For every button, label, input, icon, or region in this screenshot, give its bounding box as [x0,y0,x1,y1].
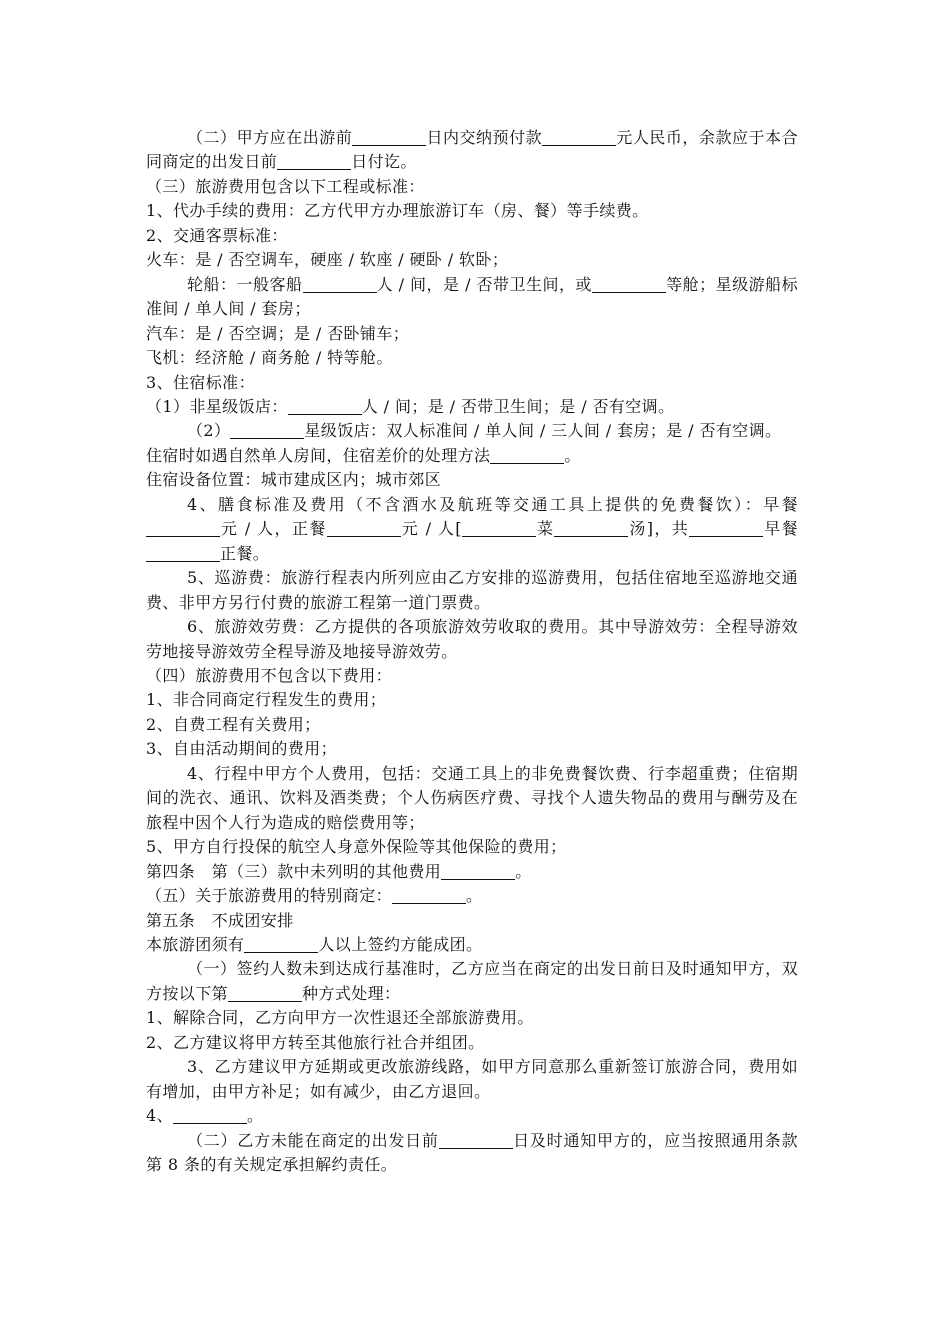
paragraph-ship [146,273,798,322]
text: 种方式处理： [302,983,401,1003]
blank-field[interactable] [244,936,318,953]
blank-field[interactable] [303,276,377,293]
blank-field[interactable] [441,863,515,880]
blank-field[interactable] [462,520,536,537]
text: 住宿时如遇自然单人房间，住宿差价的处理方法 [146,445,491,465]
paragraph: 飞机：经济舱 / 商务舱 / 特等舱。 [146,348,393,368]
text: 汤]，共 [628,519,690,539]
text: （一）签约人数未到达成行基准时，乙方应当在商定的出发日前日及时通知甲方，双方按以下第 [146,959,798,1003]
blank-field[interactable] [542,129,616,146]
article-heading: 第五条 不成团安排 [146,910,294,930]
text: 等舱；星级游船标准间 / 单人间 / 套房； [146,274,798,319]
text: 第四条 第（三）款中未列明的其他费用 [146,861,442,881]
blank-field[interactable] [592,276,666,293]
text: 星级饭店：双人标准间 / 单人间 / 三人间 / 套房；是 / 否有空调。 [304,421,782,441]
blank-field[interactable] [146,545,220,562]
document-page [146,126,798,1177]
paragraph: 5、甲方自行投保的航空人身意外保险等其他保险的费用； [146,837,567,857]
blank-field[interactable] [554,520,628,537]
text: 人 / 间；是 / 否带卫生间；是 / 否有空调。 [361,396,675,416]
blank-field[interactable] [327,520,401,537]
paragraph: 6、旅游效劳费：乙方提供的各项旅游效劳收取的费用。其中导游效劳：全程导游效劳地接导游效劳全程导游及地接导游效劳。 [146,617,798,661]
paragraph: 2、乙方建议将甲方转至其他旅行社合并组团。 [146,1032,485,1052]
text: 早餐 [763,519,798,539]
blank-field[interactable] [228,985,302,1002]
paragraph-min-group [146,933,798,957]
section-heading: （三）旅游费用包含以下工程或标准： [146,176,425,196]
text: （二）甲方应在出游前 [187,128,353,147]
text: 。 [564,445,581,465]
blank-field[interactable] [173,1107,247,1124]
text: （1）非星级饭店： [146,396,288,416]
section-heading: （四）旅游费用不包含以下费用： [146,665,393,685]
paragraph: 1、代办手续的费用：乙方代甲方办理旅游订车（房、餐）等手续费。 [146,201,649,221]
paragraph-prepayment [146,126,798,175]
blank-field[interactable] [352,129,426,146]
paragraph: 汽车：是 / 否空调；是 / 否卧铺车； [146,323,410,343]
text: 。 [515,861,532,881]
text: 元人民币，余款应于本合同商定的出发日前 [146,128,798,172]
paragraph-liability [146,1129,798,1178]
text: 人以上签约方能成团。 [318,934,483,954]
text: 元 / 人[ [400,519,462,539]
text: 日内交纳预付款 [426,128,543,147]
text: 。 [466,886,483,906]
blank-field[interactable] [146,520,220,537]
paragraph: 1、非合同商定行程发生的费用； [146,690,387,710]
blank-field[interactable] [392,887,466,904]
paragraph-single-room [146,444,798,468]
paragraph-non-star-hotel [146,395,798,419]
paragraph-option-4 [146,1104,798,1128]
text: 正餐。 [220,543,270,563]
text: （2） [187,421,231,441]
text: 轮船：一般客船 [187,274,303,294]
blank-field[interactable] [288,398,362,415]
paragraph: 2、交通客票标准： [146,225,288,245]
paragraph: 火车：是 / 否空调车，硬座 / 软座 / 硬卧 / 软卧； [146,250,509,270]
paragraph: 5、巡游费：旅游行程表内所列应由乙方安排的巡游费用，包括住宿地至巡游地交通费、非甲方另行付费的旅游工程第一道门票费。 [146,568,798,612]
text: 人 / 间，是 / 否带卫生间，或 [376,274,592,294]
text: （二）乙方未能在商定的出发日前 [187,1130,439,1150]
blank-field[interactable] [277,153,351,170]
paragraph: 3、乙方建议甲方延期或更改旅游线路，如甲方同意那么重新签订旅游合同，费用如有增加，由甲方补足；如有减少，由乙方退回。 [146,1057,798,1101]
text: 本旅游团须有 [146,934,245,954]
text: 4、膳食标准及费用（不含酒水及航班等交通工具上提供的免费餐饮）：早餐 [187,494,798,514]
text: 。 [246,1106,264,1126]
paragraph-other-fees [146,860,798,884]
paragraph-special-agreement [146,884,798,908]
paragraph: 住宿设备位置：城市建成区内；城市郊区 [146,470,442,490]
paragraph: 2、自费工程有关费用； [146,714,321,734]
text: 元 / 人，正餐 [220,519,327,539]
paragraph: 3、自由活动期间的费用； [146,739,337,759]
text: 日及时通知甲方的，应当按照通用条款第 8 条的有关规定承担解约责任。 [146,1130,798,1175]
paragraph-star-hotel [146,419,798,443]
blank-field[interactable] [439,1132,513,1149]
blank-field[interactable] [230,422,304,439]
paragraph: 3、住宿标准： [146,372,255,392]
paragraph: 1、解除合同，乙方向甲方一次性退还全部旅游费用。 [146,1008,534,1028]
text: （五）关于旅游费用的特别商定： [146,886,393,906]
blank-field[interactable] [689,520,763,537]
paragraph-notify [146,957,798,1006]
paragraph-meals [146,493,798,566]
blank-field[interactable] [490,447,564,464]
text: 4、 [146,1106,173,1126]
paragraph: 4、行程中甲方个人费用，包括：交通工具上的非免费餐饮费、行李超重费；住宿期间的洗衣、通讯、饮料及酒类费；个人伤病医疗费、寻找个人遗失物品的费用与酬劳及在旅程中因个人行为造成的赔偿费用等； [146,763,798,832]
text: 菜 [535,519,555,539]
text: 日付讫。 [351,152,417,172]
